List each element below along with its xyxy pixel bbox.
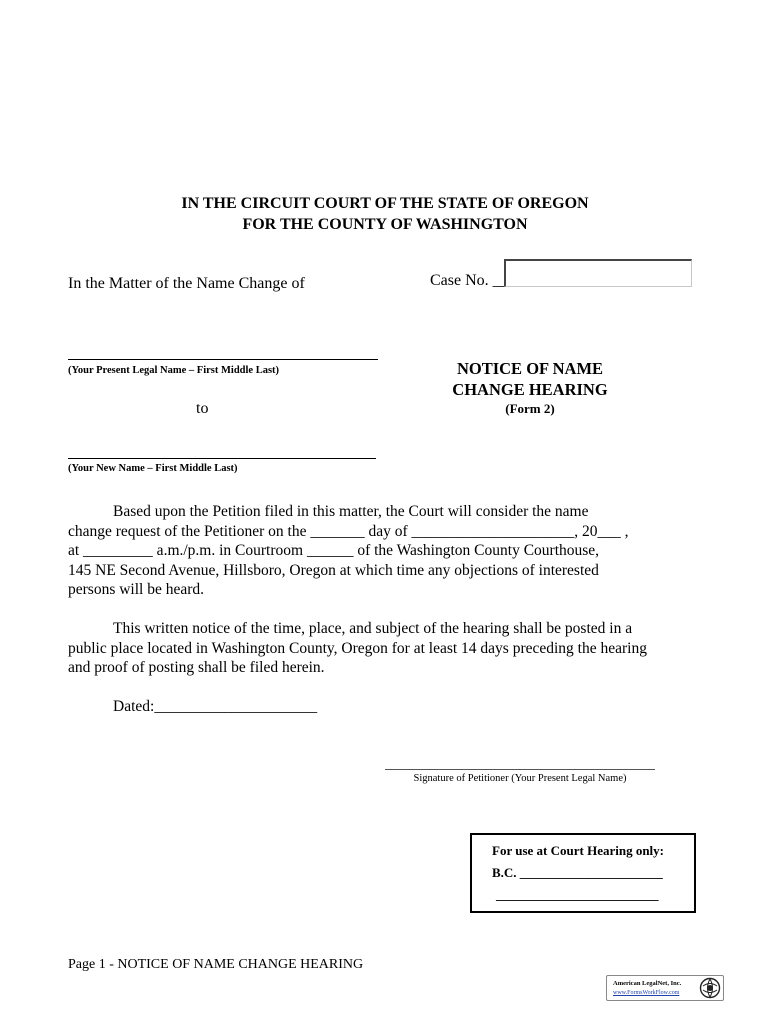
notice-title	[430, 358, 630, 400]
new-name-label: (Your New Name – First Middle Last)	[68, 463, 238, 474]
notice-title-line1: NOTICE OF NAME	[456, 359, 604, 378]
paragraph2-line1: This written notice of the time, place, and subject of the hearing shall be posted in a	[113, 620, 633, 637]
court-header	[0, 193, 770, 235]
to-label: to	[196, 400, 209, 417]
court-header-line1: IN THE CIRCUIT COURT OF THE STATE OF OREGON	[181, 195, 589, 212]
bc-field[interactable]: B.C. ______________________	[492, 865, 663, 880]
signature-label: Signature of Petitioner (Your Present Legal Name)	[413, 773, 627, 784]
paragraph1-line3: at _________ a.m./p.m. in Courtroom ______ of the Washington County Courthouse,	[68, 542, 600, 559]
paragraph2-line2: public place located in Washington County, Oregon for at least 14 days preceding the hearing	[68, 639, 647, 657]
paragraph2-line3: and proof of posting shall be filed herein.	[68, 659, 325, 676]
matter-label: In the Matter of the Name Change of	[68, 275, 305, 292]
publisher-logo	[606, 975, 724, 1001]
form-label: (Form 2)	[505, 401, 555, 416]
present-name-line[interactable]	[68, 359, 378, 360]
court-header-line2: FOR THE COUNTY OF WASHINGTON	[242, 216, 528, 233]
page-footer: Page 1 - NOTICE OF NAME CHANGE HEARING	[68, 957, 364, 972]
paragraph1-line1: Based upon the Petition filed in this matter, the Court will consider the name	[113, 503, 589, 520]
hearing-paragraph	[68, 502, 708, 600]
publisher-url[interactable]: www.FormsWorkFlow.com	[613, 990, 680, 996]
present-name-label: (Your Present Legal Name – First Middle Last)	[68, 365, 280, 376]
posting-paragraph	[68, 619, 708, 678]
publisher-name: American LegalNet, Inc.	[613, 980, 682, 987]
dated-field[interactable]: Dated:_____________________	[113, 698, 318, 715]
globe-logo-icon	[699, 977, 721, 1004]
case-number-label: Case No. ____________	[430, 272, 589, 289]
signature-line[interactable]	[385, 769, 655, 770]
paragraph1-line5: persons will be heard.	[68, 581, 205, 598]
court-use-blank-field[interactable]: _________________________	[496, 887, 659, 902]
court-use-title: For use at Court Hearing only:	[492, 843, 664, 858]
paragraph1-line2: change request of the Petitioner on the _______ day of _____________________, 20___ ,	[68, 522, 629, 540]
notice-title-line2: CHANGE HEARING	[452, 380, 608, 399]
case-number-field[interactable]	[504, 259, 692, 287]
paragraph1-line4: 145 NE Second Avenue, Hillsboro, Oregon at which time any objections of interested	[68, 561, 599, 579]
new-name-line[interactable]	[68, 458, 376, 459]
